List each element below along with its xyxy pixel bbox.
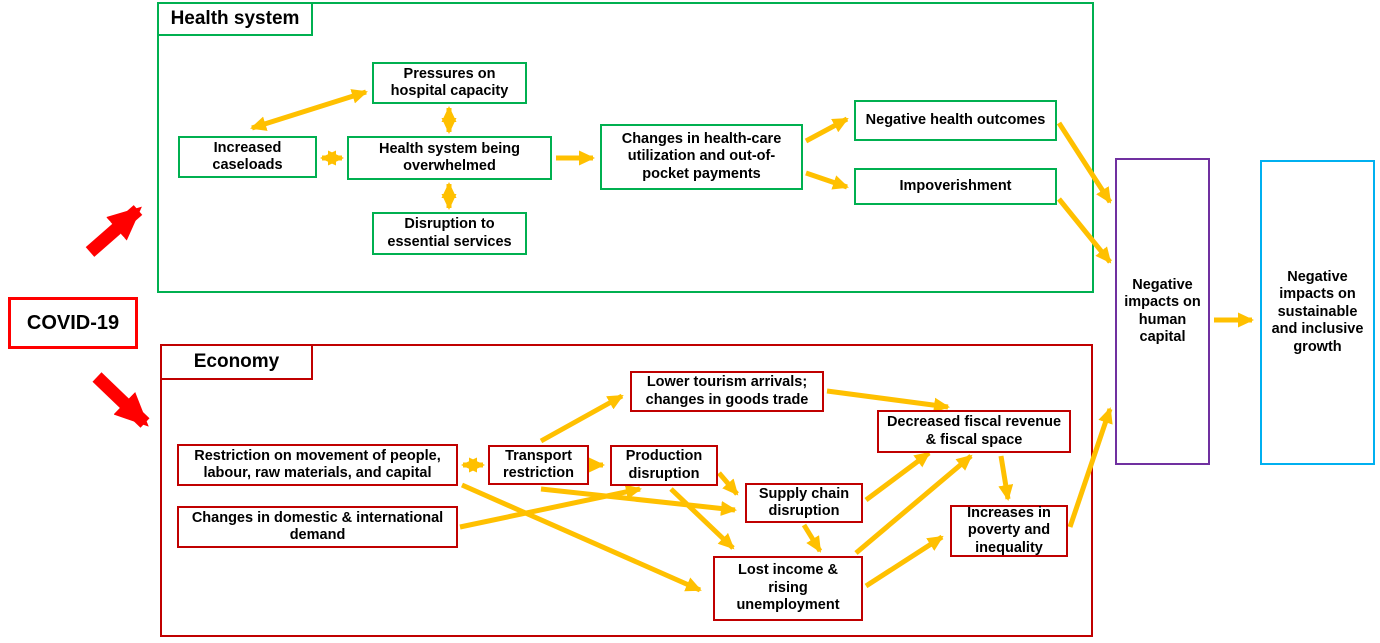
node-pressures-hospital-capacity: Pressures on hospital capacity: [372, 62, 527, 104]
arrow-changes-to-outcomes: [806, 119, 847, 141]
arrow-lostincome-to-poverty: [866, 537, 942, 586]
node-lost-income-unemployment: Lost income & rising unemployment: [713, 556, 863, 621]
arrow-impoverishment-to-humancapital: [1059, 199, 1110, 262]
node-restriction-movement: Restriction on movement of people, labour, raw materials, and capital: [177, 444, 458, 486]
node-production-disruption: Production disruption: [610, 445, 718, 486]
arrow-supply-to-fiscal: [866, 453, 929, 500]
economy-title: Economy: [160, 344, 313, 380]
node-disruption-essential-services: Disruption to essential services: [372, 212, 527, 255]
node-covid19: COVID-19: [8, 297, 138, 349]
node-negative-impacts-human-capital: Negative impacts on human capital: [1115, 158, 1210, 465]
arrow-fiscal-to-poverty: [1001, 456, 1008, 499]
arrow-supply-to-lostincome: [804, 525, 820, 551]
health-system-title: Health system: [157, 2, 313, 36]
arrow-covid-to-economy: [97, 377, 145, 423]
node-transport-restriction: Transport restriction: [488, 445, 589, 485]
arrow-production-to-supply: [719, 473, 737, 494]
node-negative-health-outcomes: Negative health outcomes: [854, 100, 1057, 141]
arrow-covid-to-health: [90, 210, 138, 252]
node-increased-caseloads: Increased caseloads: [178, 136, 317, 178]
arrow-transport-to-supply: [541, 489, 735, 510]
node-changes-demand: Changes in domestic & international demand: [177, 506, 458, 548]
node-decreased-fiscal-revenue: Decreased fiscal revenue & fiscal space: [877, 410, 1071, 453]
node-health-system-overwhelmed: Health system being overwhelmed: [347, 136, 552, 180]
node-increases-poverty-inequality: Increases in poverty and inequality: [950, 505, 1068, 557]
node-lower-tourism-arrivals: Lower tourism arrivals; changes in goods trade: [630, 371, 824, 412]
arrow-poverty-to-humancapital: [1070, 409, 1110, 527]
node-supply-chain-disruption: Supply chain disruption: [745, 483, 863, 523]
node-impoverishment: Impoverishment: [854, 168, 1057, 205]
node-changes-healthcare-utilization: Changes in health-care utilization and out-of-pocket payments: [600, 124, 803, 190]
arrow-production-to-lostincome: [671, 489, 733, 548]
arrow-changes-to-impoverishment: [806, 173, 847, 187]
arrow-outcomes-to-humancapital: [1059, 123, 1110, 202]
arrow-transport-to-tourism: [541, 396, 622, 441]
node-negative-impacts-growth: Negative impacts on sustainable and inclusive growth: [1260, 160, 1375, 465]
arrow-tourism-to-fiscal: [827, 391, 948, 407]
arrow-caseloads-pressures: [252, 92, 366, 128]
